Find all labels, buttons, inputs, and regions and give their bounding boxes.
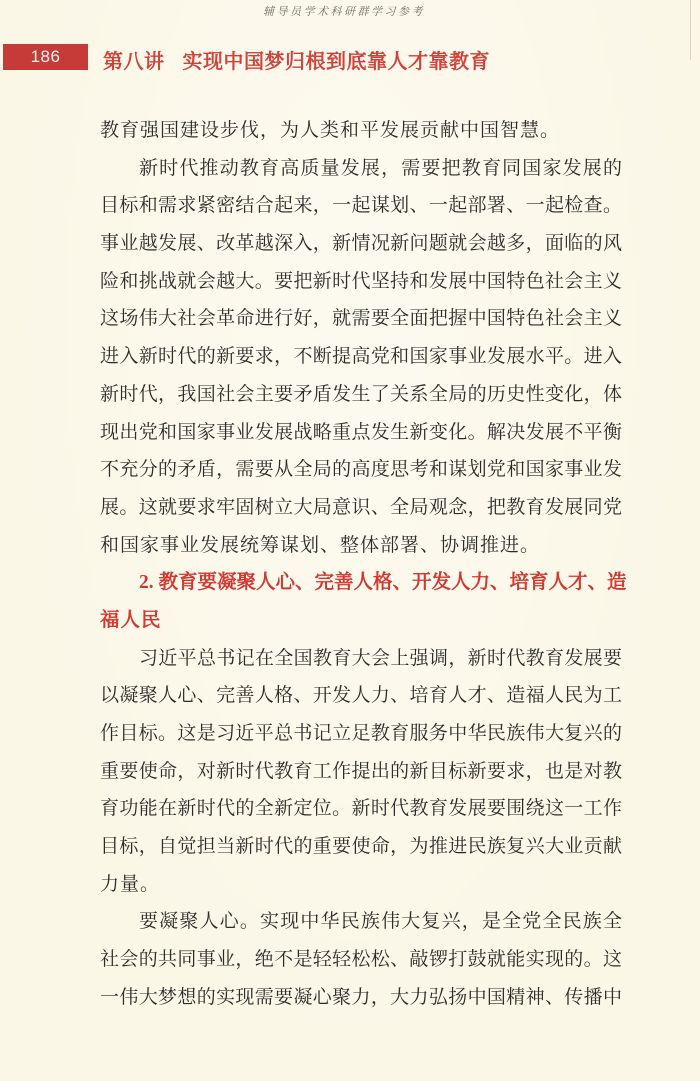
- text-line: 目标，自觉担当新时代的重要使命，为推进民族复兴大业贡献: [100, 836, 622, 858]
- paper-crease: [690, 0, 691, 60]
- running-header: 辅导员学术科研群学习参考: [263, 6, 425, 18]
- text-line: 教育强国建设步伐，为人类和平发展贡献中国智慧。: [100, 120, 561, 141]
- text-line: 要凝聚人心。实现中华民族伟大复兴，是全党全民族全: [139, 911, 622, 933]
- text-line: 目标和需求紧密结合起来，一起谋划、一起部署、一起检查。: [100, 195, 622, 217]
- text-line: 社会的共同事业，绝不是轻轻松松、敲锣打鼓就能实现的。这: [100, 949, 622, 971]
- text-line: 现出党和国家事业发展战略重点发生新变化。解决发展不平衡: [100, 421, 622, 443]
- text-line: 这场伟大社会革命进行好，就需要全面把握中国特色社会主义: [100, 308, 622, 330]
- page-number-badge: [3, 44, 88, 70]
- text-line: 以凝聚人心、完善人格、开发人力、培育人才、造福人民为工: [100, 685, 622, 707]
- text-line: 新时代，我国社会主要矛盾发生了关系全局的历史性变化，体: [100, 383, 622, 405]
- section-heading-line: 2. 教育要凝聚人心、完善人格、开发人力、培育人才、造: [139, 572, 627, 594]
- text-line: 习近平总书记在全国教育大会上强调，新时代教育发展要: [139, 647, 622, 669]
- chapter-title-text: 实现中国梦归根到底靠人才靠教育: [182, 51, 490, 73]
- page-number: 186: [30, 47, 61, 66]
- text-line: 新时代推动教育高质量发展，需要把教育同国家发展的: [139, 157, 622, 179]
- chapter-label: 第八讲: [103, 51, 165, 73]
- text-line: 和国家事业发展统筹谋划、整体部署、协调推进。: [100, 534, 541, 556]
- text-line: 重要使命，对新时代教育工作提出的新目标新要求，也是对教: [100, 760, 622, 782]
- text-line: 不充分的矛盾，需要从全局的高度思考和谋划党和国家事业发: [100, 459, 622, 481]
- chapter-title: [103, 45, 490, 74]
- text-line: 作目标。这是习近平总书记立足教育服务中华民族伟大复兴的: [100, 723, 622, 744]
- body-text: [100, 112, 627, 1017]
- text-line: 育功能在新时代的全新定位。新时代教育发展要围绕这一工作: [100, 798, 622, 820]
- text-line: 险和挑战就会越大。要把新时代坚持和发展中国特色社会主义: [100, 270, 622, 292]
- text-line: 展。这就要求牢固树立大局意识、全局观念，把教育发展同党: [100, 496, 622, 518]
- text-line: 事业越发展、改革越深入，新情况新问题就会越多，面临的风: [100, 233, 622, 255]
- text-line: 力量。: [100, 873, 161, 895]
- text-line: 进入新时代的新要求，不断提高党和国家事业发展水平。进入: [100, 346, 622, 368]
- text-line: 一伟大梦想的实现需要凝心聚力，大力弘扬中国精神、传播中: [100, 986, 622, 1008]
- section-heading-line: 福人民: [100, 609, 162, 631]
